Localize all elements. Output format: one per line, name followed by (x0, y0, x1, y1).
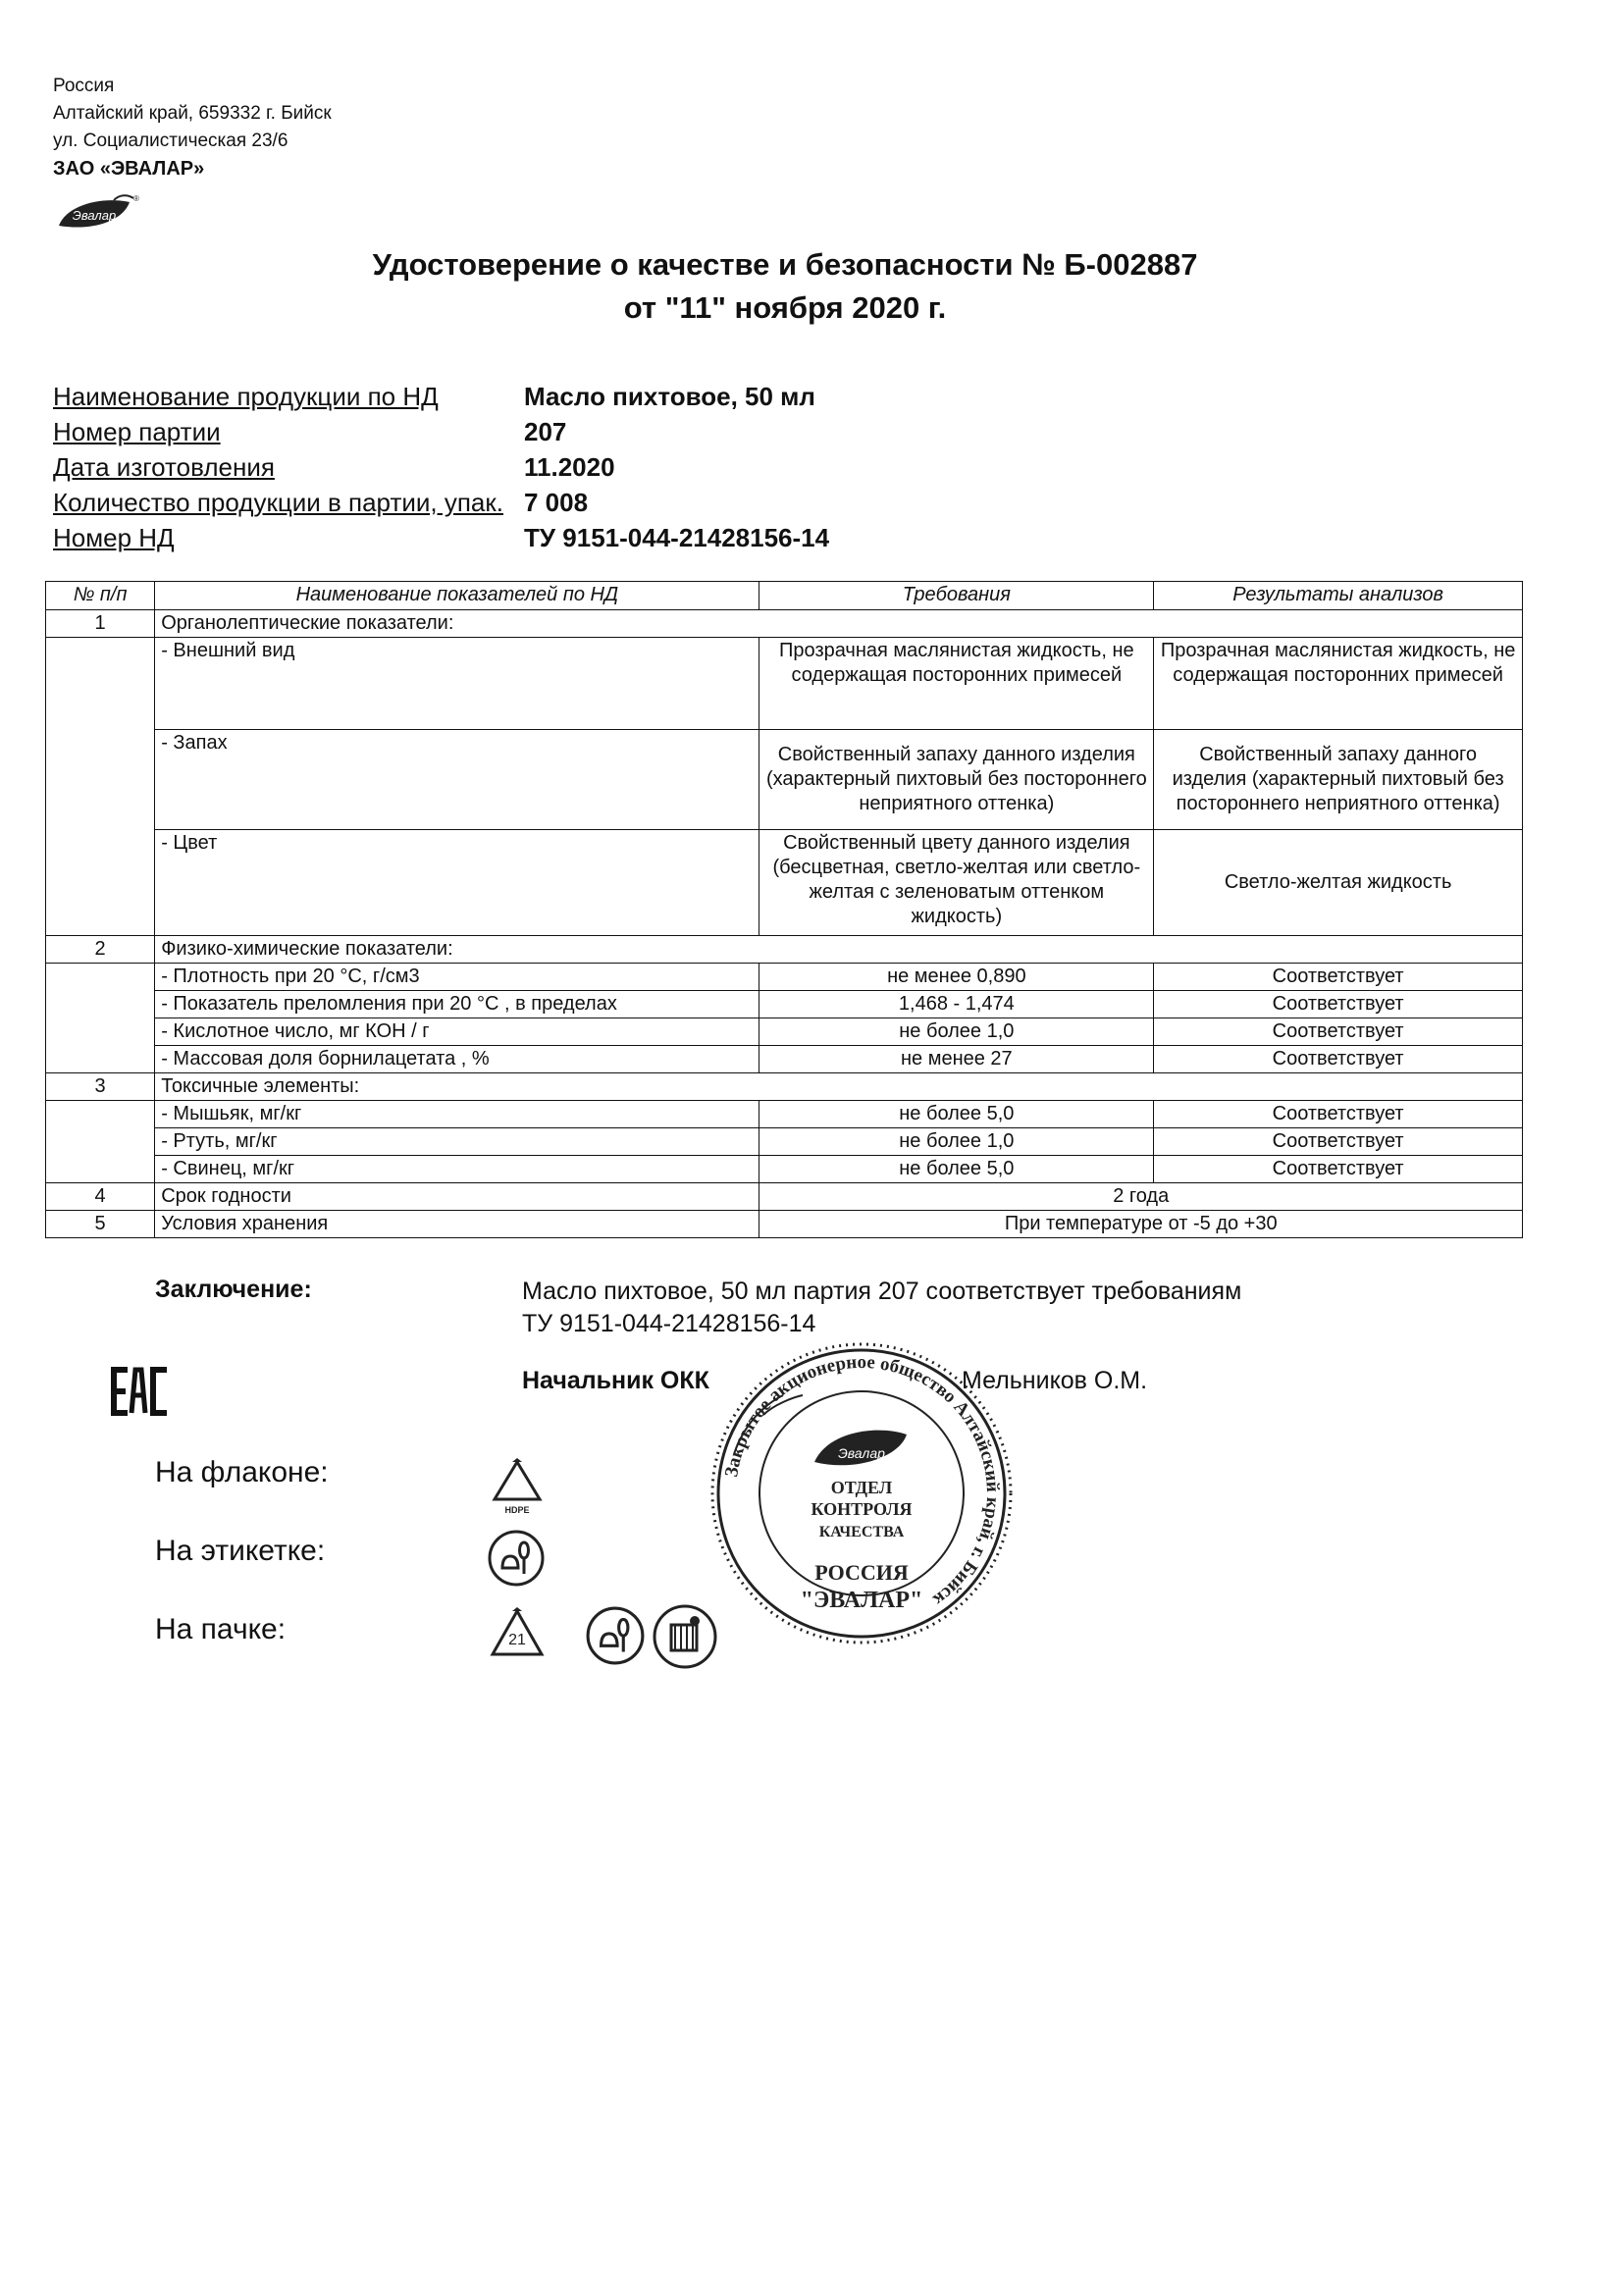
row-num-empty (46, 1156, 155, 1183)
param-result: Светло-желтая жидкость (1154, 830, 1523, 936)
info-value: ТУ 9151-044-21428156-14 (524, 523, 830, 552)
conclusion-label: Заключение: (155, 1276, 312, 1303)
food-contact-icon (487, 1529, 546, 1588)
param-requirement: не менее 27 (759, 1046, 1154, 1073)
table-row (46, 730, 1523, 830)
conclusion-text (522, 1276, 1241, 1340)
info-label: Количество продукции в партии, упак. (53, 488, 503, 517)
param-value: При температуре от -5 до +30 (759, 1211, 1523, 1238)
info-value: 7 008 (524, 488, 589, 517)
table-row (46, 1046, 1523, 1073)
header-num: № п/п (46, 582, 155, 610)
info-value: 207 (524, 417, 567, 446)
param-requirement: не более 5,0 (759, 1101, 1154, 1128)
table-row (46, 1073, 1523, 1101)
info-label: Дата изготовления (53, 452, 275, 482)
svg-text:®: ® (133, 194, 139, 203)
row-num: 1 (46, 610, 155, 638)
header-results: Результаты анализов (1154, 582, 1523, 610)
stamp-center-line-2: КОНТРОЛЯ (811, 1499, 913, 1519)
stamp-bottom-line-2: "ЭВАЛАР" (800, 1588, 923, 1613)
row-num-empty (46, 1128, 155, 1156)
param-result: Соответствует (1154, 1128, 1523, 1156)
table-row (46, 610, 1523, 638)
table-row (46, 1183, 1523, 1211)
recycle-21-icon (485, 1605, 550, 1666)
param-name: - Массовая доля борнилацетата , % (155, 1046, 759, 1073)
param-name: - Цвет (155, 830, 759, 936)
pack-label-label: На этикетке: (155, 1535, 326, 1567)
param-requirement: не более 1,0 (759, 1128, 1154, 1156)
row-num-empty (46, 991, 155, 1018)
stamp-ring-text: Закрытое акционерное общество Алтайский край, г. Бийск (721, 1351, 1004, 1611)
param-name: Условия хранения (155, 1211, 759, 1238)
row-num-empty (46, 638, 155, 730)
row-num-empty (46, 830, 155, 936)
table-row (46, 991, 1523, 1018)
param-result: Прозрачная маслянистая жидкость, не содержащая посторонних примесей (1154, 638, 1523, 730)
row-num: 5 (46, 1211, 155, 1238)
row-num: 4 (46, 1183, 155, 1211)
param-result: Свойственный запаху данного изделия (характерный пихтовый без постороннего неприятного оттенка) (1154, 730, 1523, 830)
row-num: 2 (46, 936, 155, 964)
eac-mark-icon (110, 1366, 173, 1417)
param-name: - Свинец, мг/кг (155, 1156, 759, 1183)
stamp-center-line-3: КАЧЕСТВА (818, 1524, 905, 1540)
param-requirement: Свойственный цвету данного изделия (бесцветная, светло-желтая или светло-желтая с зеленоватым оттенком жидкость) (759, 830, 1154, 936)
row-num-empty (46, 1046, 155, 1073)
param-requirement: не менее 0,890 (759, 964, 1154, 991)
param-result: Соответствует (1154, 964, 1523, 991)
hdpe-text: HDPE (504, 1505, 530, 1515)
param-requirement: не более 1,0 (759, 1018, 1154, 1046)
param-name: - Внешний вид (155, 638, 759, 730)
param-result: Соответствует (1154, 991, 1523, 1018)
group-title: Органолептические показатели: (155, 610, 1523, 638)
header-name: Наименование показателей по НД (155, 582, 759, 610)
quality-control-stamp (705, 1336, 1019, 1650)
title-line-1: Удостоверение о качестве и безопасности № Б-002887 (372, 247, 1198, 282)
logo-text: Эвалар (72, 208, 117, 223)
param-name: - Ртуть, мг/кг (155, 1128, 759, 1156)
recycle-hdpe-icon (485, 1456, 550, 1517)
row-num-empty (46, 964, 155, 991)
table-row (46, 1156, 1523, 1183)
address-line-2: ул. Социалистическая 23/6 (53, 130, 288, 151)
recycle-code-text: 21 (508, 1632, 526, 1648)
param-name: - Запах (155, 730, 759, 830)
info-value: 11.2020 (524, 452, 615, 482)
food-contact-box-icon (585, 1605, 646, 1666)
param-result: Соответствует (1154, 1156, 1523, 1183)
param-name: - Кислотное число, мг КОН / г (155, 1018, 759, 1046)
param-requirement: не более 5,0 (759, 1156, 1154, 1183)
info-label: Номер партии (53, 417, 221, 446)
address-line-1: Алтайский край, 659332 г. Бийск (53, 103, 332, 124)
table-row (46, 1128, 1523, 1156)
table-row (46, 964, 1523, 991)
param-value: 2 года (759, 1183, 1523, 1211)
conclusion-line-2: ТУ 9151-044-21428156-14 (522, 1310, 816, 1337)
table-row (46, 638, 1523, 730)
table-row (46, 1018, 1523, 1046)
row-num-empty (46, 730, 155, 830)
stamp-logo-text: Эвалар (838, 1445, 885, 1461)
group-title: Токсичные элементы: (155, 1073, 1523, 1101)
document-title (0, 243, 1570, 330)
row-num-empty (46, 1101, 155, 1128)
table-row (46, 936, 1523, 964)
company-name: ЗАО «ЭВАЛАР» (53, 158, 205, 180)
param-result: Соответствует (1154, 1018, 1523, 1046)
pack-box-label: На пачке: (155, 1613, 287, 1645)
header-requirements: Требования (759, 582, 1154, 610)
stamp-center-line-1: ОТДЕЛ (830, 1478, 893, 1497)
table-row (46, 1211, 1523, 1238)
quality-table (45, 581, 1523, 1238)
table-header-row (46, 582, 1523, 610)
group-title: Физико-химические показатели: (155, 936, 1523, 964)
address-country: Россия (53, 76, 115, 96)
info-label: Наименование продукции по НД (53, 382, 439, 411)
conclusion-line-1: Масло пихтовое, 50 мл партия 207 соответствует требованиям (522, 1278, 1242, 1305)
sender-address (53, 73, 332, 183)
param-name: Срок годности (155, 1183, 759, 1211)
param-name: - Мышьяк, мг/кг (155, 1101, 759, 1128)
pack-bottle-label: На флаконе: (155, 1456, 329, 1488)
title-line-2: от "11" ноября 2020 г. (623, 290, 947, 325)
chief-label: Начальник ОКК (522, 1367, 709, 1394)
info-value: Масло пихтовое, 50 мл (524, 382, 815, 411)
row-num-empty (46, 1018, 155, 1046)
param-name: - Плотность при 20 °С, г/см3 (155, 964, 759, 991)
info-label: Номер НД (53, 523, 175, 552)
param-requirement: Свойственный запаху данного изделия (характерный пихтовый без постороннего неприятного оттенка) (759, 730, 1154, 830)
param-requirement: 1,468 - 1,474 (759, 991, 1154, 1018)
evalar-logo-icon (55, 192, 137, 235)
param-result: Соответствует (1154, 1101, 1523, 1128)
row-num: 3 (46, 1073, 155, 1101)
stamp-bottom-line-1: РОССИЯ (814, 1560, 909, 1585)
param-result: Соответствует (1154, 1046, 1523, 1073)
chief-name: Мельников О.М. (962, 1367, 1148, 1394)
table-row (46, 1101, 1523, 1128)
param-name: - Показатель преломления при 20 °С , в пределах (155, 991, 759, 1018)
param-requirement: Прозрачная маслянистая жидкость, не содержащая посторонних примесей (759, 638, 1154, 730)
table-row (46, 830, 1523, 936)
